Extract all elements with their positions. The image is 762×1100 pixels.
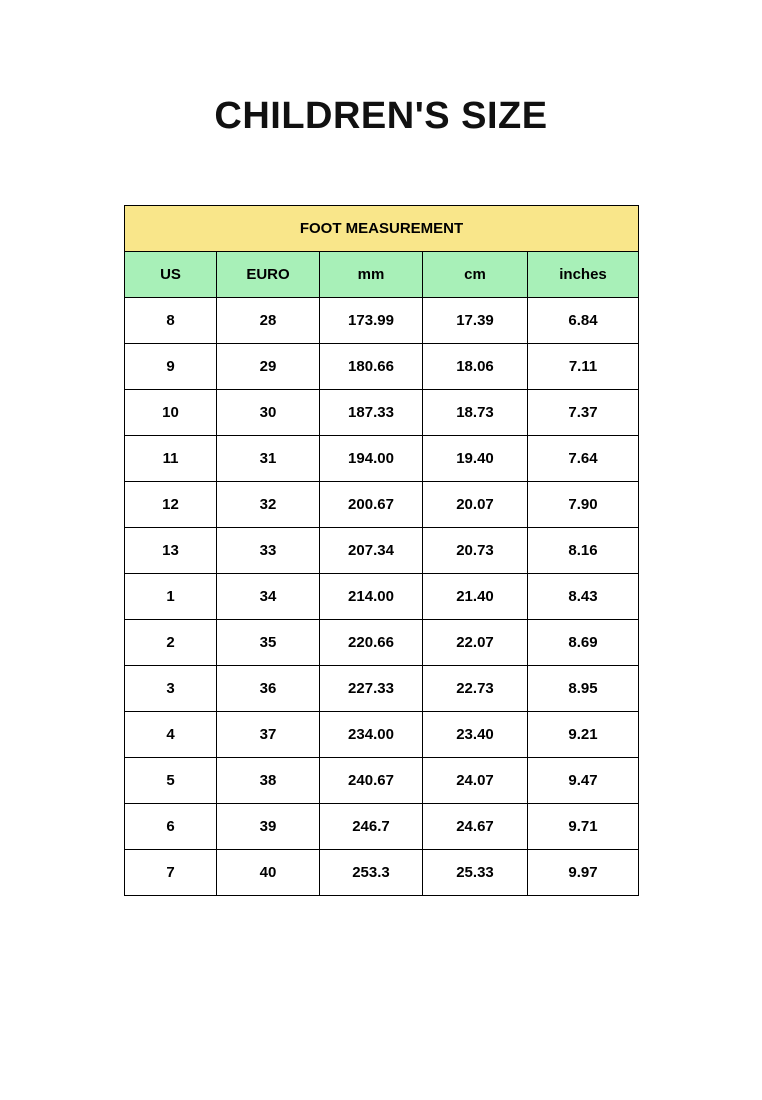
table-header-row [125, 252, 639, 298]
cell-euro: 38 [217, 758, 320, 804]
cell-mm: 227.33 [320, 666, 423, 712]
cell-us: 7 [125, 850, 217, 896]
cell-euro: 39 [217, 804, 320, 850]
table-row [125, 666, 639, 712]
table-row [125, 850, 639, 896]
cell-cm: 23.40 [423, 712, 528, 758]
cell-mm: 187.33 [320, 390, 423, 436]
cell-mm: 200.67 [320, 482, 423, 528]
cell-mm: 240.67 [320, 758, 423, 804]
cell-euro: 36 [217, 666, 320, 712]
table-row [125, 620, 639, 666]
cell-euro: 29 [217, 344, 320, 390]
page-title: CHILDREN'S SIZE [214, 95, 548, 137]
cell-mm: 253.3 [320, 850, 423, 896]
table-row [125, 344, 639, 390]
table-row [125, 298, 639, 344]
cell-mm: 220.66 [320, 620, 423, 666]
cell-cm: 25.33 [423, 850, 528, 896]
cell-inches: 8.43 [528, 574, 639, 620]
cell-us: 3 [125, 666, 217, 712]
cell-inches: 7.37 [528, 390, 639, 436]
cell-euro: 33 [217, 528, 320, 574]
cell-us: 2 [125, 620, 217, 666]
cell-mm: 234.00 [320, 712, 423, 758]
table-row [125, 574, 639, 620]
cell-inches: 7.64 [528, 436, 639, 482]
cell-us: 10 [125, 390, 217, 436]
table-row [125, 482, 639, 528]
cell-inches: 7.90 [528, 482, 639, 528]
table-row [125, 712, 639, 758]
cell-inches: 7.11 [528, 344, 639, 390]
cell-us: 11 [125, 436, 217, 482]
cell-mm: 173.99 [320, 298, 423, 344]
cell-inches: 9.71 [528, 804, 639, 850]
cell-cm: 21.40 [423, 574, 528, 620]
cell-us: 5 [125, 758, 217, 804]
table-body [125, 298, 639, 896]
cell-inches: 9.47 [528, 758, 639, 804]
cell-inches: 8.16 [528, 528, 639, 574]
cell-mm: 207.34 [320, 528, 423, 574]
cell-euro: 32 [217, 482, 320, 528]
cell-euro: 40 [217, 850, 320, 896]
cell-cm: 24.07 [423, 758, 528, 804]
cell-cm: 22.07 [423, 620, 528, 666]
cell-us: 13 [125, 528, 217, 574]
cell-cm: 24.67 [423, 804, 528, 850]
cell-us: 1 [125, 574, 217, 620]
cell-mm: 246.7 [320, 804, 423, 850]
cell-inches: 9.97 [528, 850, 639, 896]
cell-us: 4 [125, 712, 217, 758]
table-row [125, 390, 639, 436]
cell-inches: 8.95 [528, 666, 639, 712]
column-header-mm: mm [320, 252, 423, 298]
cell-mm: 214.00 [320, 574, 423, 620]
cell-mm: 180.66 [320, 344, 423, 390]
cell-cm: 20.07 [423, 482, 528, 528]
table-row [125, 436, 639, 482]
cell-euro: 34 [217, 574, 320, 620]
cell-euro: 35 [217, 620, 320, 666]
cell-cm: 18.73 [423, 390, 528, 436]
foot-measurement-banner: FOOT MEASUREMENT [125, 206, 639, 252]
cell-euro: 30 [217, 390, 320, 436]
cell-cm: 22.73 [423, 666, 528, 712]
cell-euro: 37 [217, 712, 320, 758]
column-header-inches: inches [528, 252, 639, 298]
cell-cm: 18.06 [423, 344, 528, 390]
cell-us: 6 [125, 804, 217, 850]
size-chart-table [124, 205, 639, 896]
column-header-cm: cm [423, 252, 528, 298]
cell-us: 8 [125, 298, 217, 344]
cell-euro: 28 [217, 298, 320, 344]
cell-inches: 6.84 [528, 298, 639, 344]
table-row [125, 528, 639, 574]
cell-cm: 20.73 [423, 528, 528, 574]
table-row [125, 804, 639, 850]
table-row [125, 758, 639, 804]
size-chart-container [124, 205, 638, 896]
table-head [125, 206, 639, 298]
column-header-us: US [125, 252, 217, 298]
cell-euro: 31 [217, 436, 320, 482]
cell-inches: 9.21 [528, 712, 639, 758]
cell-cm: 17.39 [423, 298, 528, 344]
cell-mm: 194.00 [320, 436, 423, 482]
cell-us: 9 [125, 344, 217, 390]
column-header-euro: EURO [217, 252, 320, 298]
table-banner-row [125, 206, 639, 252]
cell-inches: 8.69 [528, 620, 639, 666]
cell-us: 12 [125, 482, 217, 528]
cell-cm: 19.40 [423, 436, 528, 482]
